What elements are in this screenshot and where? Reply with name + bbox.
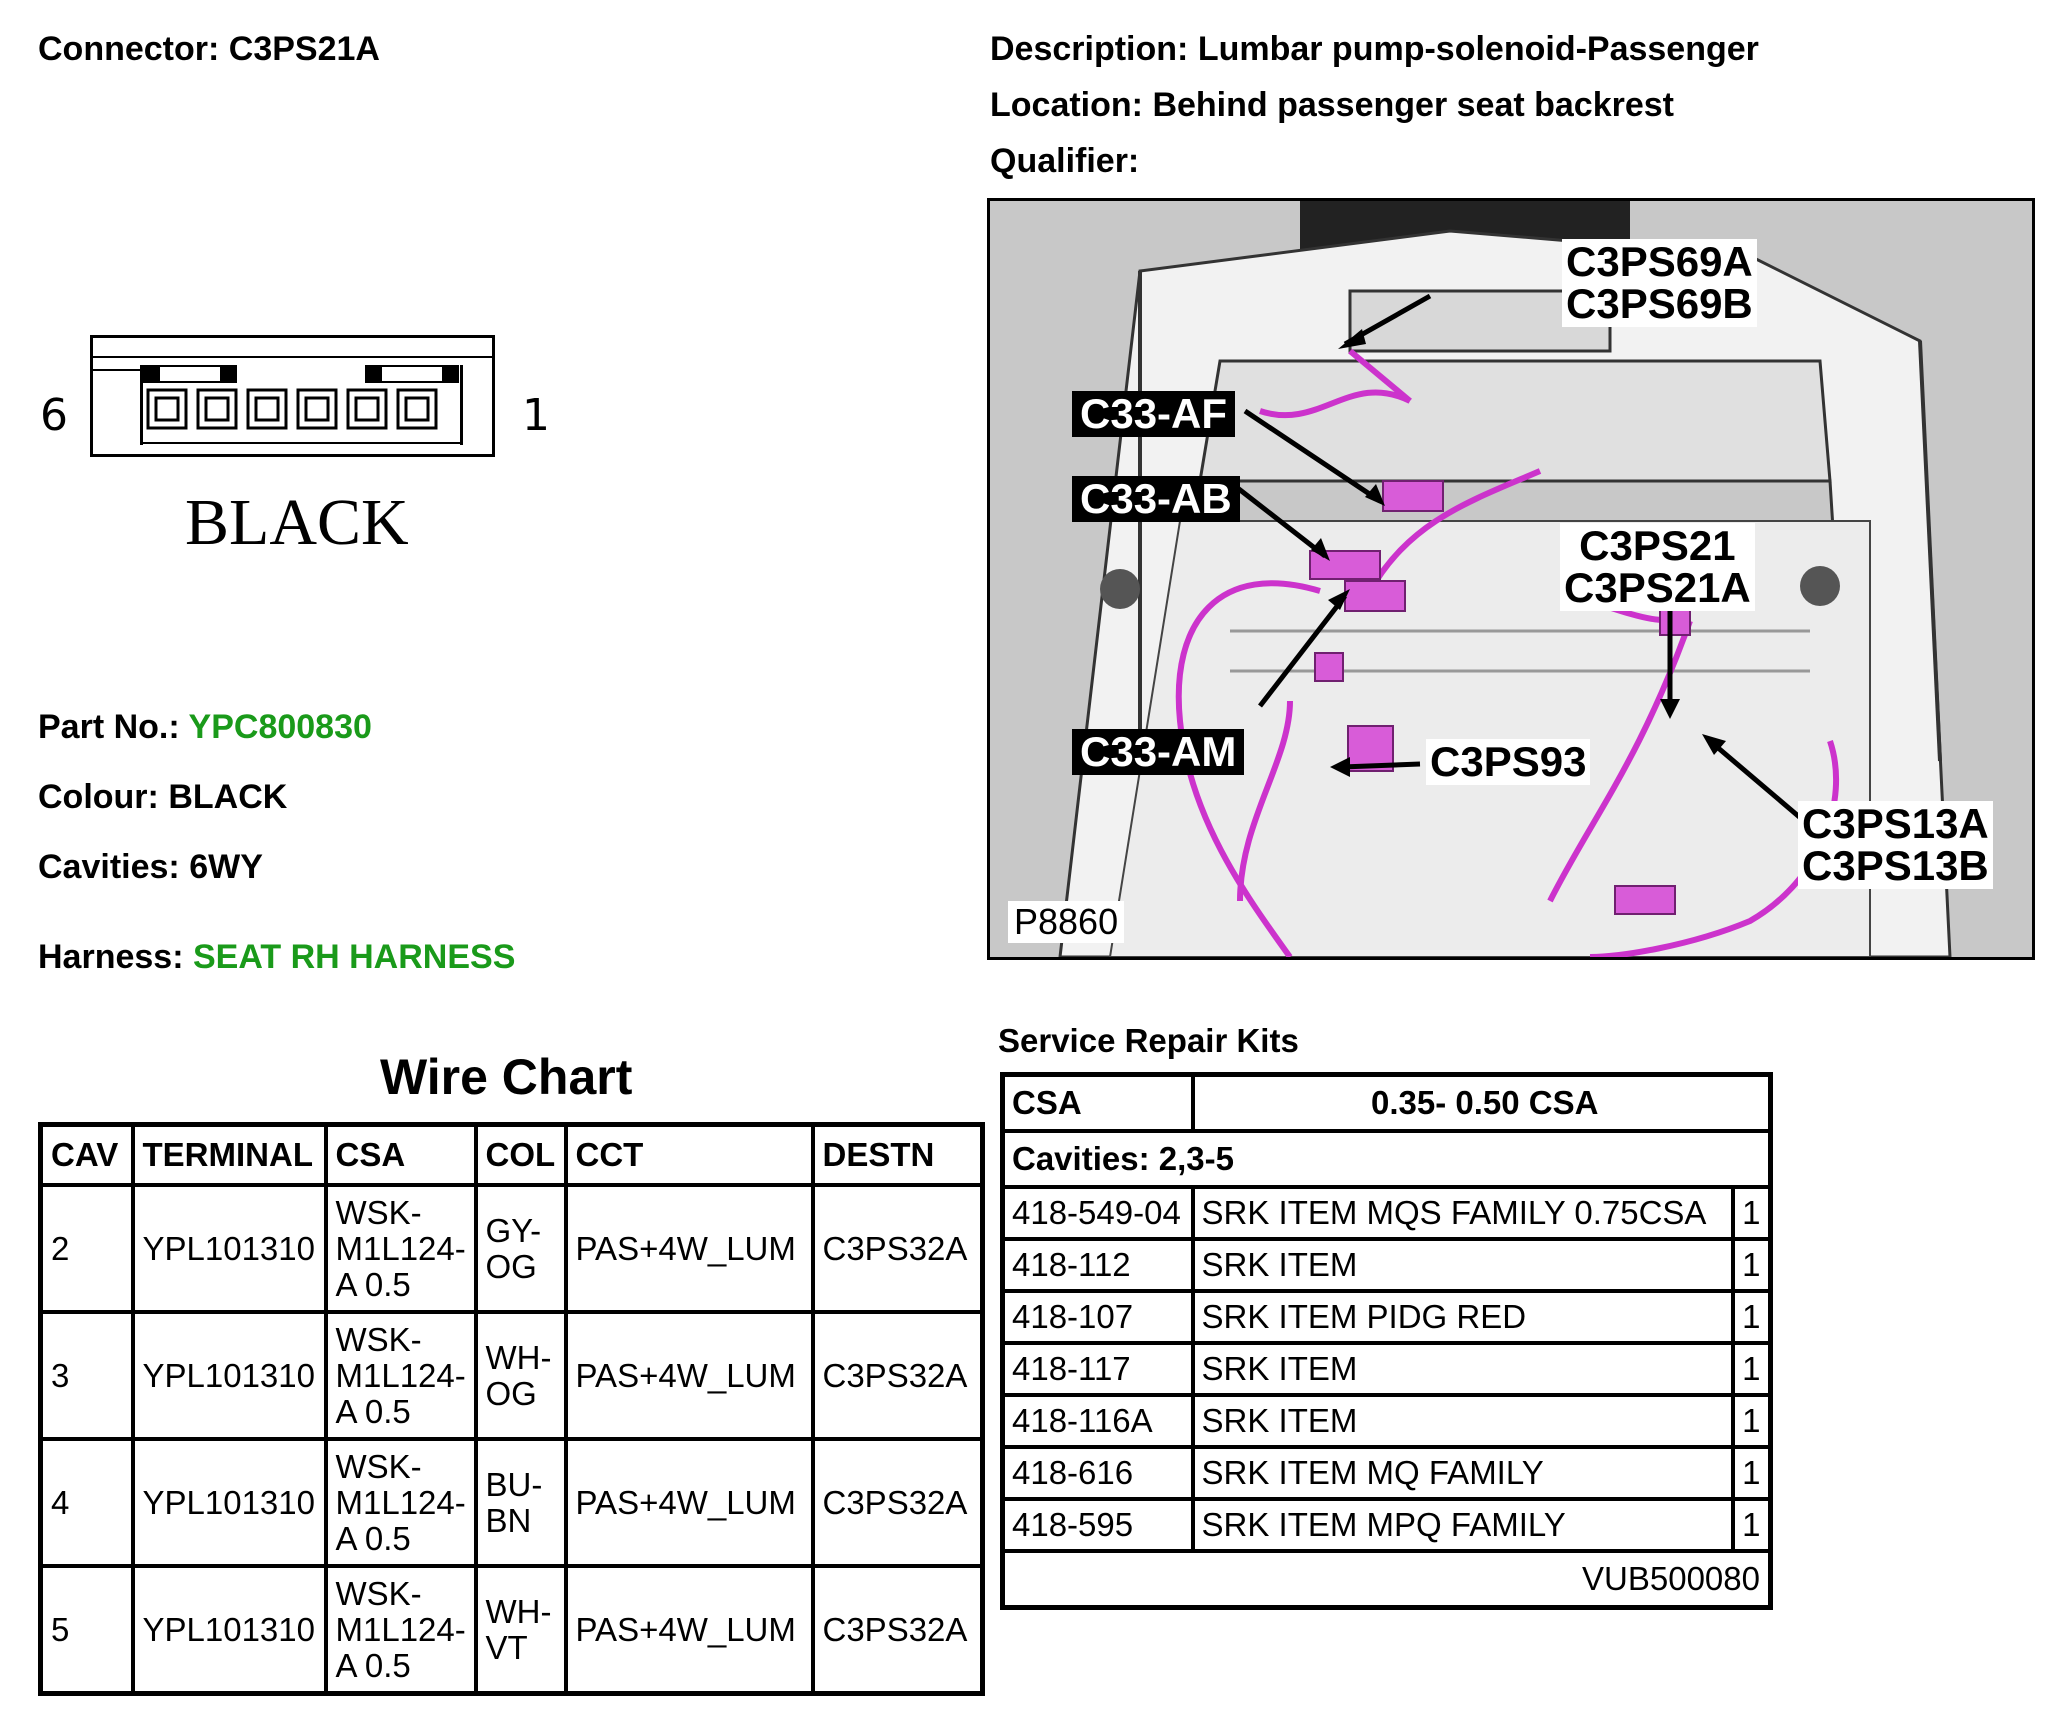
cell-col: GY- OG [476, 1185, 566, 1312]
connector-face-diagram [90, 335, 495, 457]
srk-code[interactable]: 418-112 [1003, 1239, 1193, 1291]
pin-6-label: 6 [40, 390, 68, 441]
srk-code[interactable]: 418-549-04 [1003, 1187, 1193, 1239]
callout-c33-af: C33-AF [1072, 391, 1235, 437]
srk-desc: SRK ITEM MQS FAMILY 0.75CSA [1193, 1187, 1733, 1239]
callout-c3ps13a: C3PS13A [1802, 800, 1989, 847]
col-header-cct: CCT [566, 1125, 813, 1186]
callout-c3ps69 [1562, 239, 1757, 327]
part-no-link[interactable]: YPC800830 [188, 708, 372, 746]
srk-csa-value: 0.35- 0.50 CSA [1193, 1075, 1771, 1132]
cell-cav: 2 [41, 1185, 133, 1312]
cell-destn[interactable]: C3PS32A [813, 1312, 983, 1439]
wire-chart-title: Wire Chart [380, 1049, 633, 1105]
callout-c3ps93: C3PS93 [1426, 739, 1590, 785]
colour-line [38, 778, 287, 817]
cell-cct: PAS+4W_LUM [566, 1566, 813, 1694]
description-label: Description: [990, 30, 1189, 68]
connector-cavities [148, 390, 436, 428]
cell-cct: PAS+4W_LUM [566, 1439, 813, 1566]
description-line [990, 30, 1759, 69]
srk-desc: SRK ITEM [1193, 1395, 1733, 1447]
col-header-destn: DESTN [813, 1125, 983, 1186]
srk-qty: 1 [1733, 1187, 1771, 1239]
table-row [41, 1566, 983, 1694]
srk-code[interactable]: 418-117 [1003, 1343, 1193, 1395]
srk-csa-label: CSA [1003, 1075, 1193, 1132]
cell-csa: WSK- M1L124- A 0.5 [326, 1185, 476, 1312]
wire-chart-header-row [41, 1125, 983, 1186]
harness-link[interactable]: SEAT RH HARNESS [192, 938, 516, 976]
table-row [41, 1312, 983, 1439]
table-row [1003, 1343, 1771, 1395]
callout-c3ps21-label: C3PS21 [1579, 522, 1736, 569]
col-header-col: COL [476, 1125, 566, 1186]
col-header-cav: CAV [41, 1125, 133, 1186]
srk-footer-code: VUB500080 [1003, 1551, 1771, 1608]
location-value: Behind passenger seat backrest [1152, 86, 1674, 124]
location-line [990, 86, 1674, 125]
srk-code[interactable]: 418-595 [1003, 1499, 1193, 1551]
col-header-terminal: TERMINAL [133, 1125, 326, 1186]
cell-terminal: YPL101310 [133, 1185, 326, 1312]
location-illustration [987, 198, 2035, 960]
colour-value: BLACK [168, 778, 288, 816]
connector-line [38, 30, 380, 69]
wire-chart-table [38, 1122, 985, 1696]
srk-code[interactable]: 418-107 [1003, 1291, 1193, 1343]
service-kits-table [1000, 1072, 1773, 1610]
srk-cavities-row [1003, 1131, 1771, 1187]
cell-terminal: YPL101310 [133, 1566, 326, 1694]
harness-label: Harness: [38, 938, 184, 976]
cell-col: WH- VT [476, 1566, 566, 1694]
cell-col: WH- OG [476, 1312, 566, 1439]
cavities-value: 6WY [189, 848, 263, 886]
callout-c3ps21 [1560, 523, 1755, 611]
part-no-label: Part No.: [38, 708, 180, 746]
callout-c33-ab: C33-AB [1072, 476, 1240, 522]
table-row [1003, 1395, 1771, 1447]
cell-cav: 3 [41, 1312, 133, 1439]
cell-cct: PAS+4W_LUM [566, 1312, 813, 1439]
table-row [41, 1185, 983, 1312]
connector-value: C3PS21A [228, 30, 380, 68]
srk-qty: 1 [1733, 1395, 1771, 1447]
description-value: Lumbar pump-solenoid-Passenger [1197, 30, 1759, 68]
srk-code[interactable]: 418-616 [1003, 1447, 1193, 1499]
table-row [1003, 1291, 1771, 1343]
figure-id: P8860 [1008, 901, 1124, 943]
cell-destn[interactable]: C3PS32A [813, 1566, 983, 1694]
connector-label: Connector: [38, 30, 220, 68]
srk-footer-row [1003, 1551, 1771, 1608]
srk-code[interactable]: 418-116A [1003, 1395, 1193, 1447]
cell-terminal: YPL101310 [133, 1312, 326, 1439]
col-header-csa: CSA [326, 1125, 476, 1186]
cell-csa: WSK- M1L124- A 0.5 [326, 1312, 476, 1439]
srk-csa-row [1003, 1075, 1771, 1132]
srk-desc: SRK ITEM MQ FAMILY [1193, 1447, 1733, 1499]
srk-qty: 1 [1733, 1343, 1771, 1395]
callout-c3ps13b: C3PS13B [1802, 842, 1989, 889]
connector-colour-caption: BLACK [185, 486, 409, 559]
colour-label: Colour: [38, 778, 159, 816]
callout-c33-am: C33-AM [1072, 729, 1244, 775]
srk-qty: 1 [1733, 1499, 1771, 1551]
qualifier-label: Qualifier: [990, 142, 1140, 180]
cell-cav: 4 [41, 1439, 133, 1566]
location-label: Location: [990, 86, 1143, 124]
table-row [41, 1439, 983, 1566]
table-row [1003, 1447, 1771, 1499]
table-row [1003, 1239, 1771, 1291]
cell-cav: 5 [41, 1566, 133, 1694]
cell-col: BU- BN [476, 1439, 566, 1566]
harness-line [38, 938, 515, 977]
srk-desc: SRK ITEM [1193, 1239, 1733, 1291]
srk-qty: 1 [1733, 1239, 1771, 1291]
srk-desc: SRK ITEM PIDG RED [1193, 1291, 1733, 1343]
cell-terminal: YPL101310 [133, 1439, 326, 1566]
service-kits-title: Service Repair Kits [998, 1022, 1299, 1059]
cell-destn[interactable]: C3PS32A [813, 1439, 983, 1566]
part-no-line [38, 708, 372, 747]
table-row [1003, 1187, 1771, 1239]
cell-destn[interactable]: C3PS32A [813, 1185, 983, 1312]
srk-desc: SRK ITEM [1193, 1343, 1733, 1395]
cell-cct: PAS+4W_LUM [566, 1185, 813, 1312]
pin-1-label: 1 [522, 390, 550, 441]
srk-desc: SRK ITEM MPQ FAMILY [1193, 1499, 1733, 1551]
cavities-label: Cavities: [38, 848, 180, 886]
callout-c3ps69b: C3PS69B [1566, 280, 1753, 327]
srk-cavities: Cavities: 2,3-5 [1003, 1131, 1771, 1187]
callout-c3ps69a: C3PS69A [1566, 238, 1753, 285]
srk-qty: 1 [1733, 1447, 1771, 1499]
cell-csa: WSK- M1L124- A 0.5 [326, 1439, 476, 1566]
callout-c3ps21a-label: C3PS21A [1564, 564, 1751, 611]
cell-csa: WSK- M1L124- A 0.5 [326, 1566, 476, 1694]
cavities-line [38, 848, 263, 887]
table-row [1003, 1499, 1771, 1551]
callout-c3ps13 [1798, 801, 1993, 889]
srk-qty: 1 [1733, 1291, 1771, 1343]
